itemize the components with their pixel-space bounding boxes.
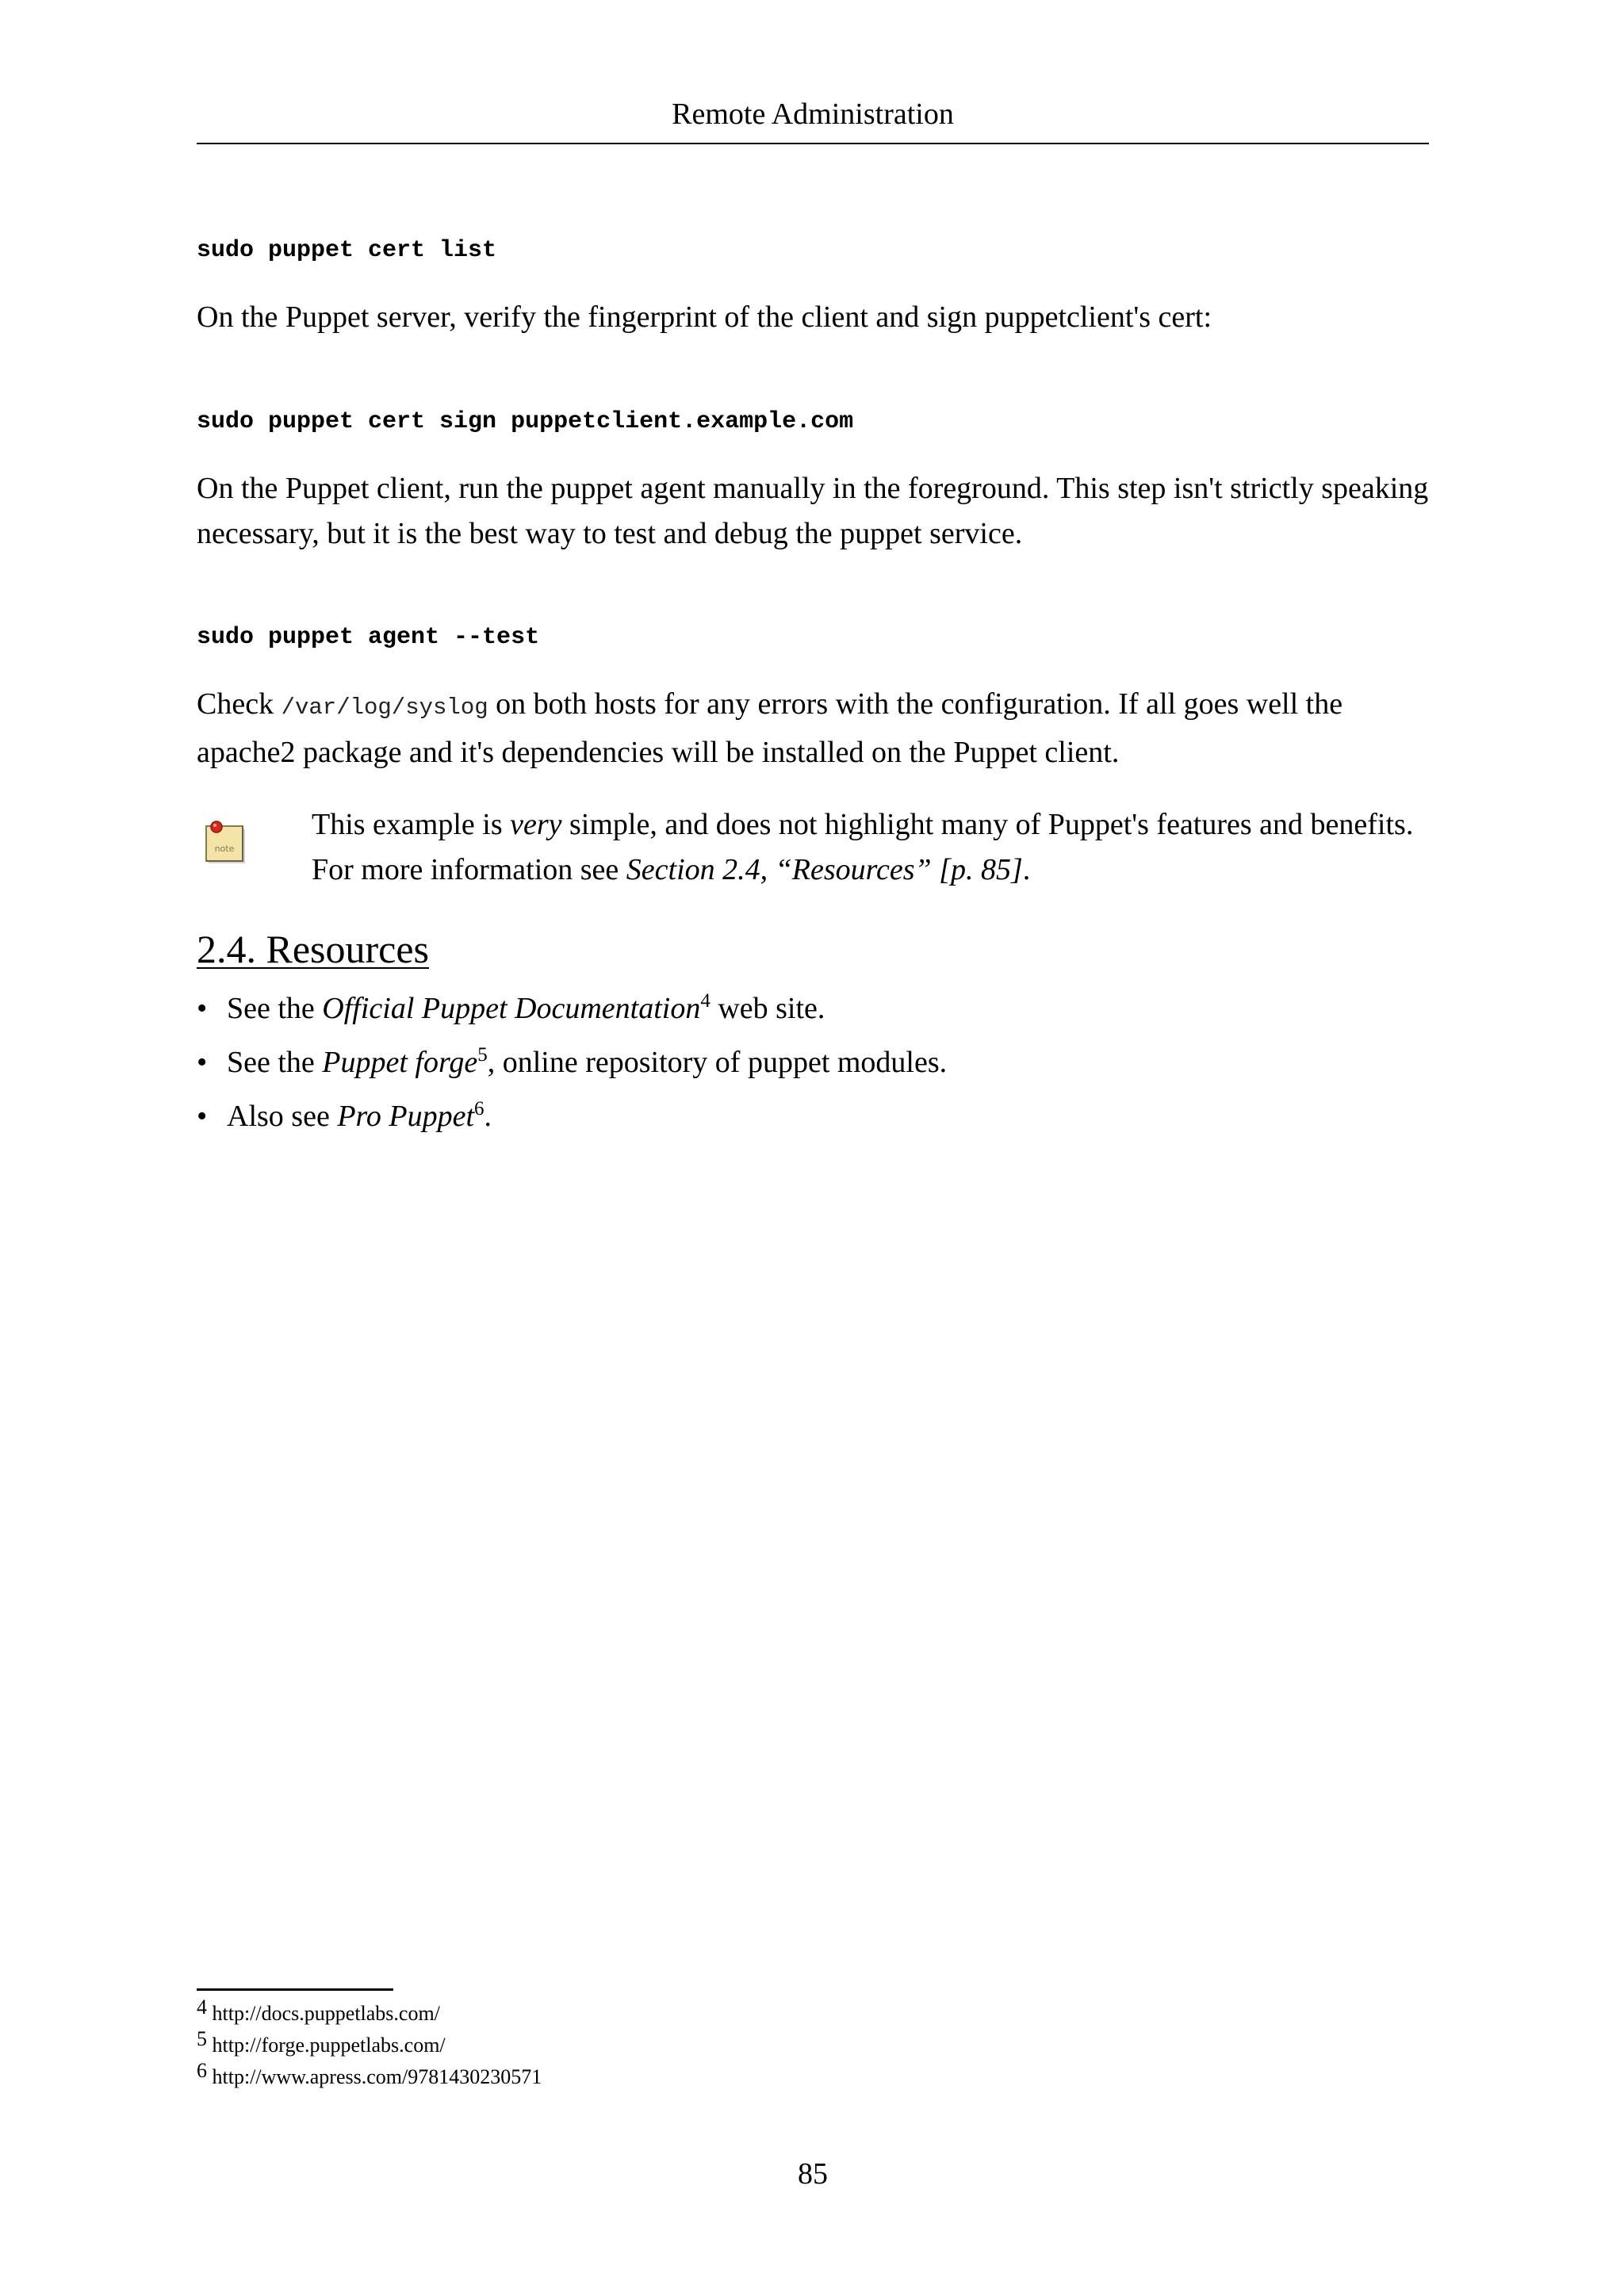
item-prefix: See the [227, 1046, 323, 1079]
note-emphasis: very [510, 808, 562, 841]
item-suffix: . [484, 1100, 492, 1133]
paragraph-run-agent: On the Puppet client, run the puppet agent manually in the foreground. This step isn't strictly speaking necessary, but it is the best way to test and debug the puppet service. [197, 472, 1429, 550]
paragraph-check-syslog [197, 682, 1434, 775]
bullet-icon: • [197, 1100, 208, 1133]
check-suffix: on both hosts for any errors with the configuration. If all goes well the apache2 package and it's dependencies will be installed on the Puppet client. [197, 687, 1343, 769]
resources-section-link[interactable]: Section 2.4, “Resources” [p. 85] [626, 853, 1023, 886]
footnotes [197, 1998, 542, 2093]
note-middle: simple, and does not highlight many of Puppet's features and benefits. For more information see [312, 808, 1414, 886]
footnote-url[interactable]: http://www.apress.com/9781430230571 [212, 2065, 542, 2088]
section-heading-resources: 2.4. Resources [197, 927, 429, 971]
list-item [197, 991, 947, 1045]
resources-list [197, 991, 947, 1153]
pro-puppet-link[interactable]: Pro Puppet [337, 1100, 475, 1133]
code-cert-sign: sudo puppet cert sign puppetclient.example.com [197, 408, 854, 435]
footnote-number: 5 [197, 2027, 207, 2050]
puppet-forge-link[interactable]: Puppet forge [322, 1046, 478, 1079]
footnote [197, 2061, 542, 2093]
note-prefix: This example is [312, 808, 511, 841]
item-prefix: See the [227, 992, 323, 1025]
footnote [197, 1998, 542, 2030]
footnote-number: 4 [197, 1996, 207, 2019]
note-text [312, 802, 1438, 893]
note-suffix: . [1022, 853, 1031, 886]
footnote-number: 6 [197, 2059, 207, 2082]
item-suffix: , online repository of puppet modules. [487, 1046, 948, 1079]
footnote-url[interactable]: http://docs.puppetlabs.com/ [212, 2002, 440, 2025]
footnote [197, 2027, 542, 2061]
running-header: Remote Administration [672, 98, 954, 131]
footnote-ref[interactable]: 6 [474, 1098, 485, 1119]
note-icon-label: note [214, 844, 235, 854]
header-rule [197, 143, 1429, 144]
footnote-ref[interactable]: 5 [477, 1044, 488, 1066]
note-icon [205, 818, 252, 867]
footnote-rule [197, 1988, 393, 1991]
item-prefix: Also see [227, 1100, 338, 1133]
syslog-path: /var/log/syslog [281, 695, 488, 721]
code-cert-list: sudo puppet cert list [197, 237, 497, 264]
page-number: 85 [798, 2157, 828, 2191]
item-suffix: web site. [710, 992, 825, 1025]
bullet-icon: • [197, 992, 208, 1025]
code-agent-test: sudo puppet agent --test [197, 624, 540, 651]
bullet-icon: • [197, 1046, 208, 1079]
check-prefix: Check [197, 687, 282, 721]
official-docs-link[interactable]: Official Puppet Documentation [322, 992, 701, 1025]
list-item [197, 1045, 947, 1099]
footnote-url[interactable]: http://forge.puppetlabs.com/ [212, 2034, 446, 2057]
footnote-ref[interactable]: 4 [700, 990, 710, 1012]
paragraph-verify-fingerprint: On the Puppet server, verify the fingerprint of the client and sign puppetclient's cert: [197, 300, 1212, 334]
list-item [197, 1099, 947, 1153]
